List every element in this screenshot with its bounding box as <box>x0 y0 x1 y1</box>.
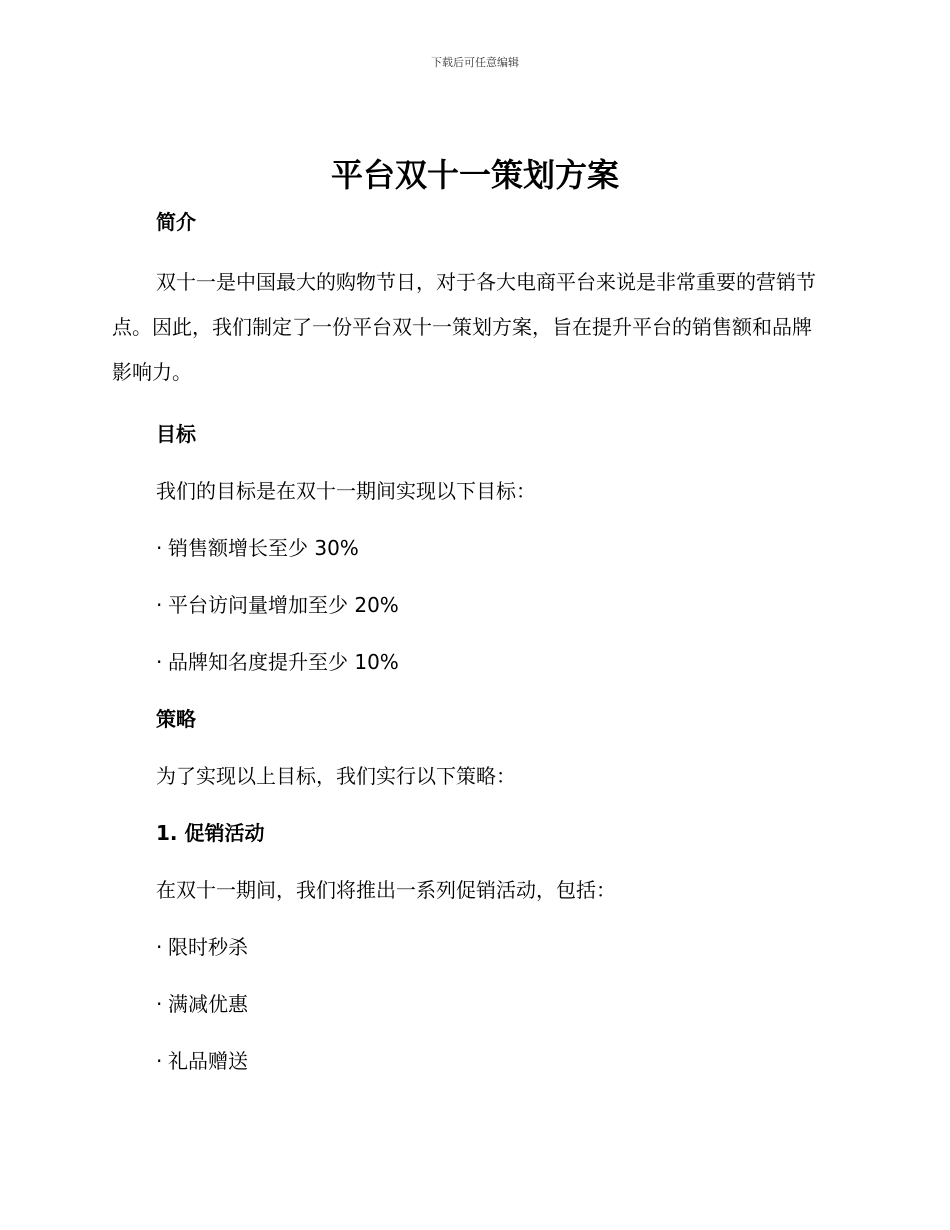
bullet-icon: · <box>156 593 163 617</box>
list-item-text: 限时秒杀 <box>168 935 248 959</box>
bullet-icon: · <box>156 650 163 674</box>
list-item-text: 满减优惠 <box>168 992 248 1016</box>
list-item-text: 品牌知名度提升至少 10% <box>168 650 399 674</box>
section-heading-promotion: 1. 促销活动 <box>156 821 265 845</box>
list-item <box>156 529 828 567</box>
list-item <box>156 928 828 966</box>
document-body <box>112 203 828 1080</box>
list-item <box>156 643 828 681</box>
bullet-icon: · <box>156 1049 163 1073</box>
list-item-text: 礼品赠送 <box>168 1049 248 1073</box>
section-heading-goals: 目标 <box>156 422 196 446</box>
list-item <box>156 586 828 624</box>
document-title: 平台双十一策划方案 <box>330 156 619 194</box>
list-item-text: 平台访问量增加至少 20% <box>168 593 399 617</box>
header-note: 下载后可任意编辑 <box>431 56 519 69</box>
bullet-icon: · <box>156 536 163 560</box>
bullet-icon: · <box>156 935 163 959</box>
list-item <box>156 1042 828 1080</box>
section-heading-intro: 简介 <box>156 210 196 234</box>
promotion-lead: 在双十一期间，我们将推出一系列促销活动，包括： <box>156 878 616 902</box>
list-item-text: 销售额增长至少 30% <box>168 536 359 560</box>
goals-lead: 我们的目标是在双十一期间实现以下目标： <box>156 479 536 503</box>
section-heading-strategy: 策略 <box>156 707 196 731</box>
bullet-icon: · <box>156 992 163 1016</box>
strategy-lead: 为了实现以上目标，我们实行以下策略： <box>156 764 516 788</box>
list-item <box>156 985 828 1023</box>
intro-paragraph: 双十一是中国最大的购物节日，对于各大电商平台来说是非常重要的营销节点。因此，我们制定了一份平台双十一策划方案，旨在提升平台的销售额和品牌影响力。 <box>112 270 816 384</box>
